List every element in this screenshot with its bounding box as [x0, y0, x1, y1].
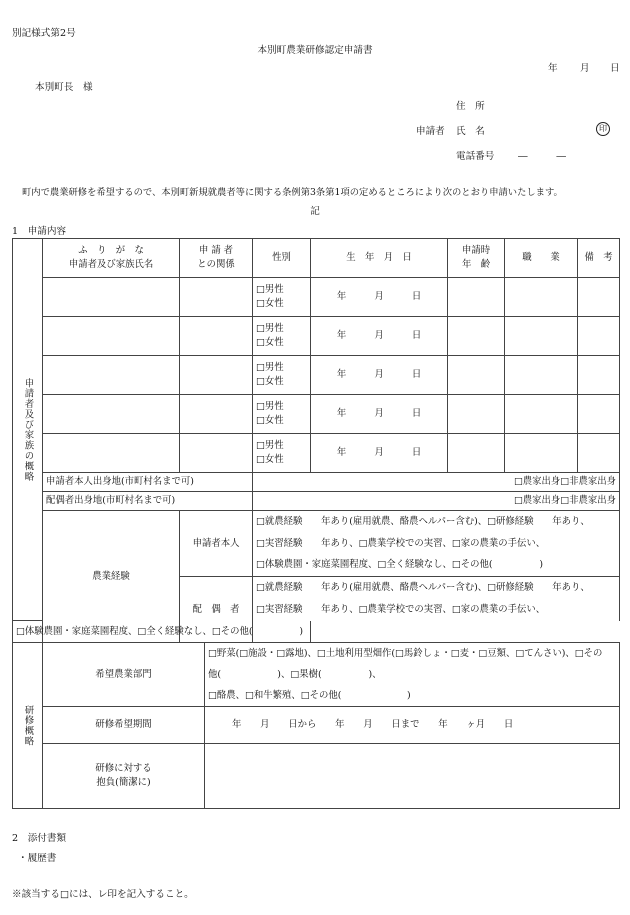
birth-cell[interactable]: 年 月 日	[311, 317, 448, 356]
name-cell[interactable]	[43, 395, 180, 434]
birth-cell[interactable]: 年 月 日	[311, 434, 448, 473]
experience-spouse-line2[interactable]: □実習経験 年あり、□農業学校での実習、□家の農業の手伝い、	[253, 599, 620, 621]
age-cell[interactable]	[448, 356, 505, 395]
table-row	[13, 395, 620, 434]
table-row	[13, 317, 620, 356]
header-birth: 生 年 月 日	[311, 239, 448, 278]
experience-spouse-line1[interactable]: □就農経験 年あり(雇用就農、酪農ヘルパー含む)、□研修経験 年あり、	[253, 577, 620, 599]
date-day: 日	[610, 63, 620, 74]
age-cell[interactable]	[448, 395, 505, 434]
name-cell[interactable]	[43, 278, 180, 317]
age-cell[interactable]	[448, 434, 505, 473]
sex-cell[interactable]: □男性 □女性	[253, 434, 311, 473]
relation-cell[interactable]	[180, 317, 253, 356]
sex-cell[interactable]: □男性 □女性	[253, 278, 311, 317]
form-number: 別記様式第2号	[12, 28, 76, 39]
experience-spouse-label: 配 偶 者	[180, 577, 253, 643]
intro-text: 町内で農業研修を希望するので、本別町新規就農者等に関する条例第3条第1項の定めるところにより次のとおり申請いたします。	[22, 187, 563, 198]
application-table	[12, 238, 620, 809]
header-age: 申請時 年 齢	[448, 239, 505, 278]
experience-self-line1[interactable]: □就農経験 年あり(雇用就農、酪農ヘルパー含む)、□研修経験 年あり、	[253, 511, 620, 533]
addressee: 本別町長 様	[35, 82, 93, 93]
training-side-label: 研修概略	[13, 643, 43, 809]
dept-line1[interactable]: □野菜(□施設・□露地)、□土地利用型畑作(□馬鈴しょ・□麦・□豆類、□てんさい)、□その	[205, 643, 620, 665]
dept-line3[interactable]: □酪農、□和牛繁殖、□その他( )	[205, 686, 620, 707]
note-cell[interactable]	[578, 278, 620, 317]
page-title: 本別町農業研修認定申請書	[257, 45, 373, 56]
job-cell[interactable]	[505, 395, 578, 434]
section2-title: 2 添付書類	[12, 833, 67, 844]
header-sex: 性別	[253, 239, 311, 278]
relation-cell[interactable]	[180, 434, 253, 473]
seal-icon: 印	[596, 122, 610, 136]
name-cell[interactable]	[43, 317, 180, 356]
table-row	[13, 356, 620, 395]
note-cell[interactable]	[578, 356, 620, 395]
header-relation: 申 請 者 との関係	[180, 239, 253, 278]
age-cell[interactable]	[448, 278, 505, 317]
experience-self-line3[interactable]: □体験農園・家庭菜園程度、□全く経験なし、□その他( )	[253, 555, 620, 577]
birthplace-spouse-label: 配偶者出身地(市町村名まで可)	[43, 492, 253, 511]
aspiration-label: 研修に対する 抱負(簡潔に)	[43, 744, 205, 809]
name-cell[interactable]	[43, 434, 180, 473]
footnote: ※該当する□には、レ印を記入すること。	[12, 889, 194, 900]
family-side-label: 申請者及び家族の概略	[13, 239, 43, 621]
ki: 記	[310, 206, 320, 217]
experience-spouse-line3[interactable]: □体験農園・家庭菜園程度、□全く経験なし、□その他( )	[13, 621, 311, 643]
table-row	[13, 278, 620, 317]
sex-cell[interactable]: □男性 □女性	[253, 395, 311, 434]
header-name: ふ り が な 申請者及び家族氏名	[43, 239, 180, 278]
experience-self-line2[interactable]: □実習経験 年あり、□農業学校での実習、□家の農業の手伝い、	[253, 533, 620, 555]
sex-cell[interactable]: □男性 □女性	[253, 317, 311, 356]
job-cell[interactable]	[505, 434, 578, 473]
experience-self-label: 申請者本人	[180, 511, 253, 577]
relation-cell[interactable]	[180, 356, 253, 395]
dept-line2[interactable]: 他( )、□果樹( )、	[205, 665, 620, 686]
note-cell[interactable]	[578, 317, 620, 356]
birthplace-self-value[interactable]: □農家出身□非農家出身	[253, 473, 620, 492]
aspiration-value[interactable]	[205, 744, 620, 809]
name-cell[interactable]	[43, 356, 180, 395]
job-cell[interactable]	[505, 317, 578, 356]
birthplace-spouse-value[interactable]: □農家出身□非農家出身	[253, 492, 620, 511]
attachment-item: ・履歴書	[18, 853, 57, 864]
experience-label: 農業経験	[43, 511, 180, 643]
period-label: 研修希望期間	[43, 707, 205, 744]
birthplace-self-label: 申請者本人出身地(市町村名まで可)	[43, 473, 253, 492]
relation-cell[interactable]	[180, 278, 253, 317]
birth-cell[interactable]: 年 月 日	[311, 356, 448, 395]
sex-cell[interactable]: □男性 □女性	[253, 356, 311, 395]
birth-cell[interactable]: 年 月 日	[311, 278, 448, 317]
header-job: 職 業	[505, 239, 578, 278]
relation-cell[interactable]	[180, 395, 253, 434]
name-label: 氏 名	[456, 126, 485, 137]
job-cell[interactable]	[505, 356, 578, 395]
header-note: 備 考	[578, 239, 620, 278]
phone-label: 電話番号	[456, 151, 495, 162]
age-cell[interactable]	[448, 317, 505, 356]
dept-label: 希望農業部門	[43, 643, 205, 707]
section1-title: 1 申請内容	[12, 226, 67, 237]
address-label: 住 所	[456, 101, 485, 112]
note-cell[interactable]	[578, 434, 620, 473]
phone-dashes: ― ―	[518, 151, 566, 162]
table-row	[13, 434, 620, 473]
date-month: 月	[580, 63, 590, 74]
applicant-label: 申請者	[416, 126, 445, 137]
birth-cell[interactable]: 年 月 日	[311, 395, 448, 434]
period-value[interactable]: 年 月 日から 年 月 日まで 年 ヶ月 日	[205, 707, 620, 744]
date-year: 年	[548, 63, 558, 74]
job-cell[interactable]	[505, 278, 578, 317]
note-cell[interactable]	[578, 395, 620, 434]
